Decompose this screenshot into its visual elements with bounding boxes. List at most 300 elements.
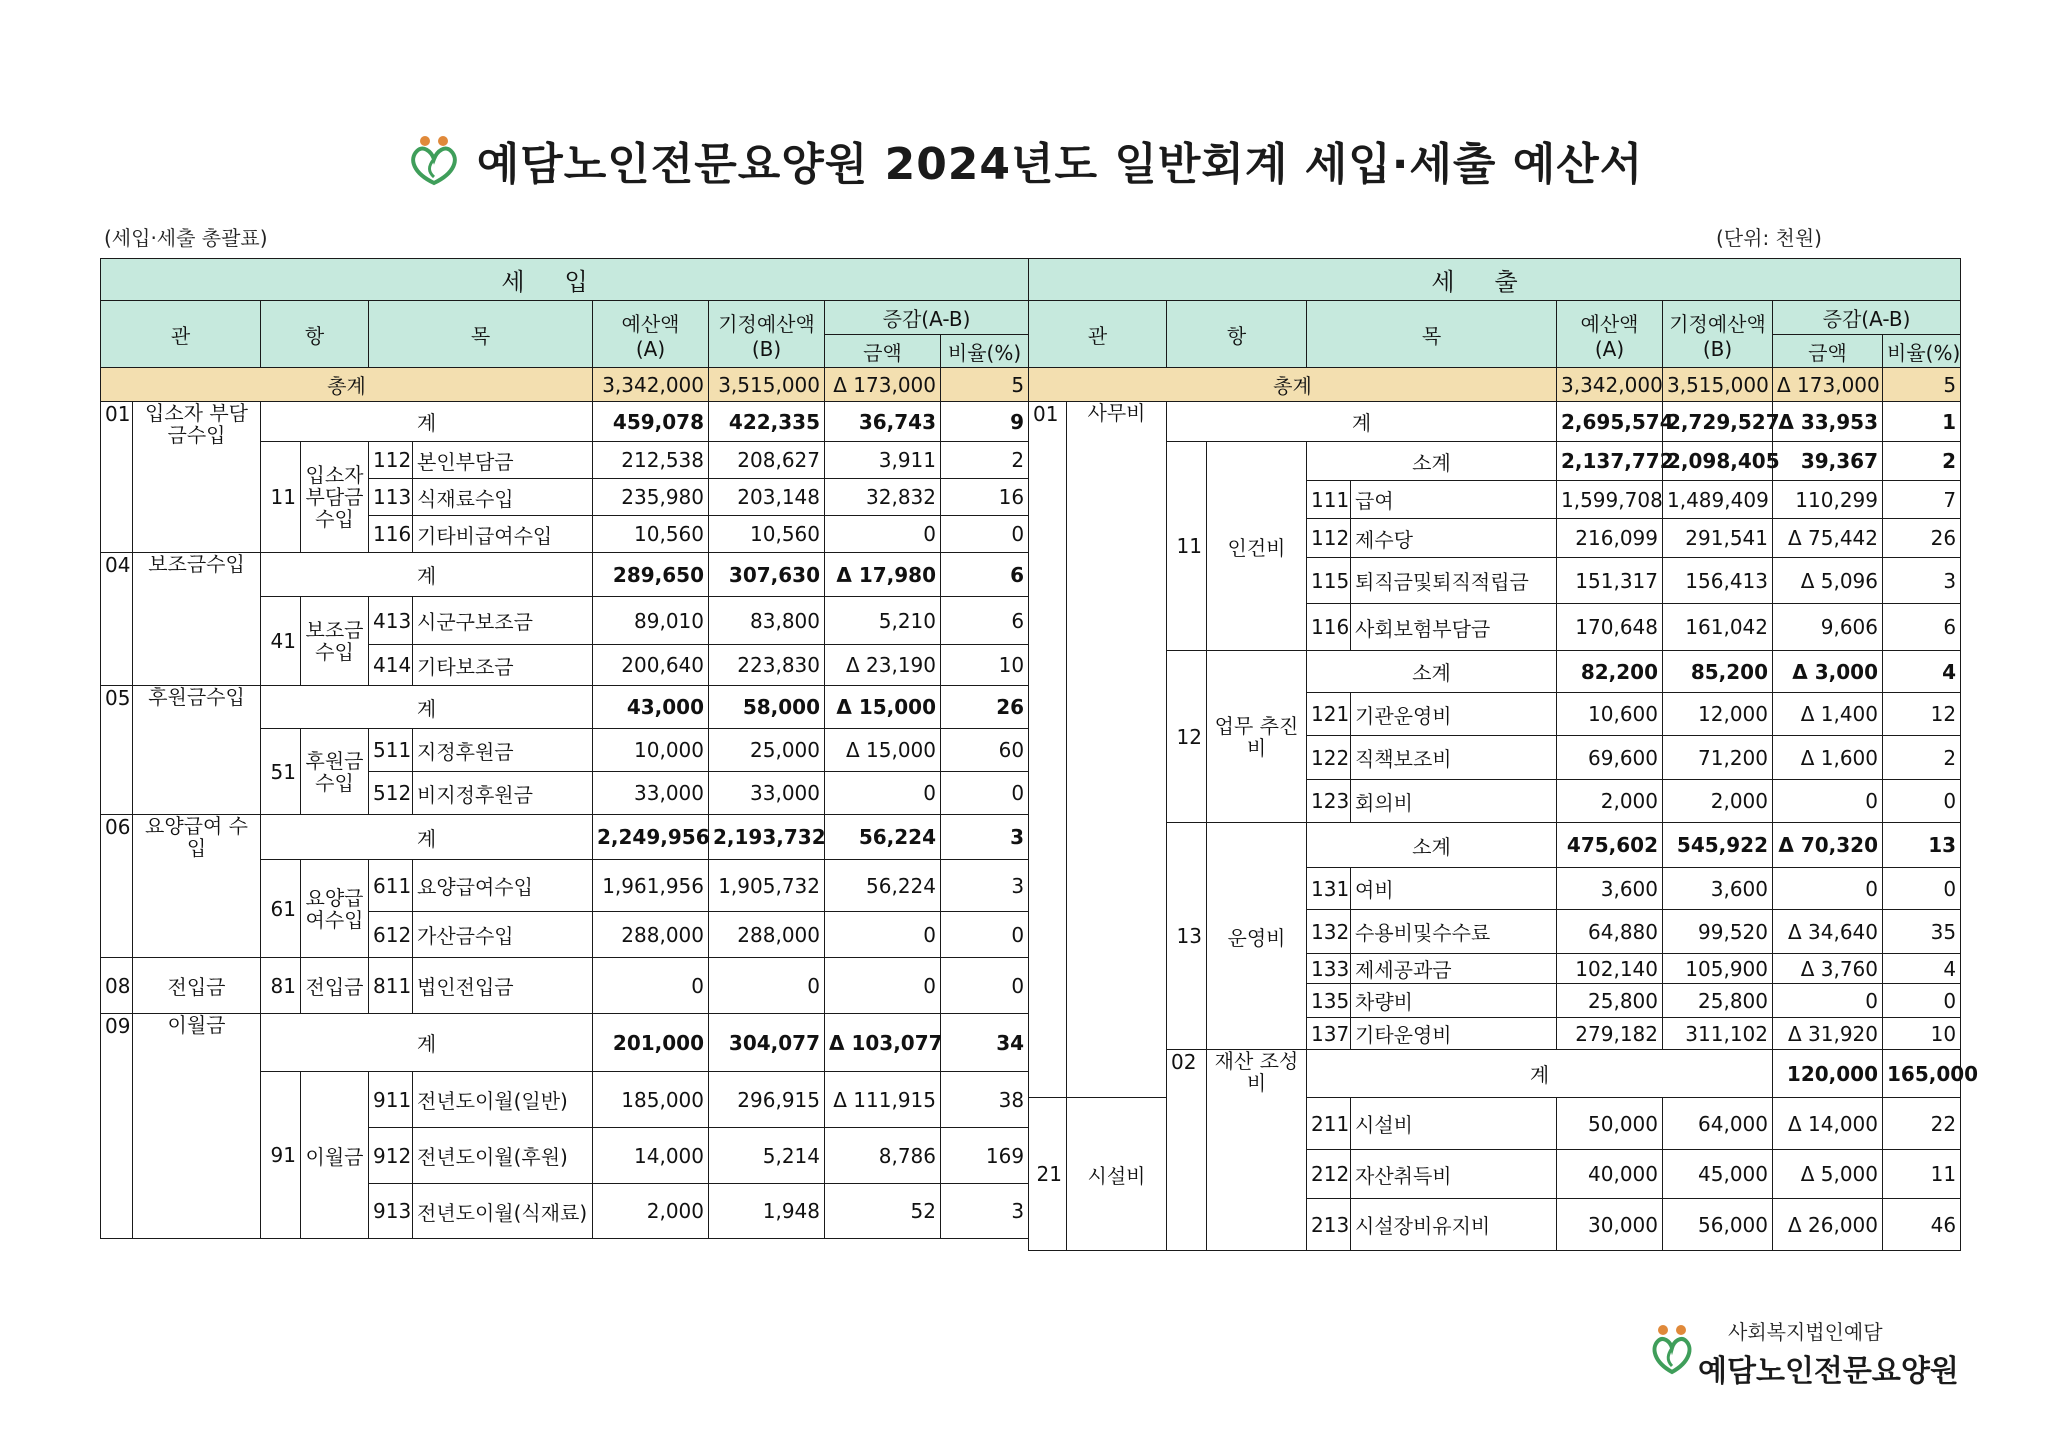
sum-ratio: 26 <box>941 686 1029 729</box>
gwan-name: 사무비 <box>1067 402 1167 1098</box>
mok-amount: 0 <box>825 912 941 958</box>
expense-total-amount: Δ 173,000 <box>1773 368 1883 402</box>
income-col-budget <box>593 301 709 368</box>
mok-prior: 156,413 <box>1663 558 1773 604</box>
title-area <box>0 128 2048 193</box>
mok-name: 제수당 <box>1351 519 1557 558</box>
mok-ratio: 0 <box>941 772 1029 815</box>
sum-budget: 459,078 <box>593 402 709 442</box>
mok-name: 전년도이월(후원) <box>413 1128 593 1184</box>
mok-prior: 12,000 <box>1663 693 1773 736</box>
mok-budget: 89,010 <box>593 597 709 645</box>
mok-name: 시군구보조금 <box>413 597 593 645</box>
gwan-name: 후원금수입 <box>133 686 261 815</box>
mok-code: 113 <box>369 479 413 516</box>
mok-code: 611 <box>369 860 413 912</box>
expense-col-mok: 목 <box>1307 301 1557 368</box>
mok-amount: 0 <box>825 516 941 553</box>
table-row <box>101 553 1029 597</box>
subtotal-amount: 39,367 <box>1773 442 1883 481</box>
mok-prior: 296,915 <box>709 1072 825 1128</box>
sum-prior: 422,335 <box>709 402 825 442</box>
subtotal-ratio: 4 <box>1883 651 1961 693</box>
expense-section-row <box>1029 259 1961 301</box>
mok-name: 기타보조금 <box>413 645 593 686</box>
mok-code: 135 <box>1307 984 1351 1018</box>
mok-amount: 8,786 <box>825 1128 941 1184</box>
mok-budget: 2,000 <box>593 1184 709 1239</box>
subtotal-amount: Δ 70,320 <box>1773 823 1883 868</box>
mok-amount: Δ 5,000 <box>1773 1150 1883 1199</box>
mok-code: 121 <box>1307 693 1351 736</box>
mok-prior: 5,214 <box>709 1128 825 1184</box>
sum-ratio: 3 <box>941 815 1029 860</box>
mok-ratio: 10 <box>941 645 1029 686</box>
sum-label: 계 <box>261 686 593 729</box>
mok-prior: 99,520 <box>1663 910 1773 954</box>
mok-code: 116 <box>1307 604 1351 651</box>
mok-ratio: 3 <box>941 860 1029 912</box>
hang-name: 운영비 <box>1207 823 1307 1050</box>
mok-budget: 30,000 <box>1557 1199 1663 1251</box>
hang-code: 91 <box>261 1072 301 1239</box>
hang-name: 후원금 수입 <box>301 729 369 815</box>
mok-budget: 1,599,708 <box>1557 481 1663 519</box>
mok-prior: 291,541 <box>1663 519 1773 558</box>
mok-amount: 3,911 <box>825 442 941 479</box>
expense-section-label: 세출 <box>1029 259 1961 301</box>
sum-prior: 307,630 <box>709 553 825 597</box>
mok-amount: Δ 1,400 <box>1773 693 1883 736</box>
expense-col-prior-label: 기정예산액 <box>1669 311 1766 336</box>
sum-prior: 2,193,732 <box>709 815 825 860</box>
mok-name: 시설비 <box>1351 1098 1557 1150</box>
hang-code: 21 <box>1029 1098 1067 1251</box>
mok-amount: Δ 23,190 <box>825 645 941 686</box>
mok-ratio: 0 <box>941 958 1029 1014</box>
sum-budget: 120,000 <box>1773 1050 1883 1098</box>
hang-code: 41 <box>261 597 301 686</box>
table-row <box>1029 1050 1961 1098</box>
hang-name: 입소자 부담금 수입 <box>301 442 369 553</box>
mok-name: 직책보조비 <box>1351 736 1557 780</box>
mok-ratio: 4 <box>1883 954 1961 984</box>
mok-code: 212 <box>1307 1150 1351 1199</box>
mok-ratio: 7 <box>1883 481 1961 519</box>
sum-ratio: 1 <box>1883 402 1961 442</box>
mok-prior: 2,000 <box>1663 780 1773 823</box>
mok-name: 퇴직금및퇴직적립금 <box>1351 558 1557 604</box>
mok-prior: 25,800 <box>1663 984 1773 1018</box>
care-home-logo-icon <box>405 131 463 189</box>
mok-prior: 25,000 <box>709 729 825 772</box>
expense-total-row <box>1029 368 1961 402</box>
mok-name: 회의비 <box>1351 780 1557 823</box>
mok-prior: 0 <box>709 958 825 1014</box>
expense-total-prior: 3,515,000 <box>1663 368 1773 402</box>
gwan-code: 09 <box>101 1014 133 1239</box>
gwan-code: 05 <box>101 686 133 815</box>
sum-ratio: 6 <box>941 553 1029 597</box>
gwan-code: 08 <box>101 958 133 1014</box>
expense-col-gwan: 관 <box>1029 301 1167 368</box>
mok-amount: Δ 3,760 <box>1773 954 1883 984</box>
mok-budget: 279,182 <box>1557 1018 1663 1050</box>
mok-code: 115 <box>1307 558 1351 604</box>
mok-name: 시설장비유지비 <box>1351 1199 1557 1251</box>
subtotal-prior: 85,200 <box>1663 651 1773 693</box>
income-col-mok: 목 <box>369 301 593 368</box>
table-row <box>1029 402 1961 442</box>
mok-name: 요양급여수입 <box>413 860 593 912</box>
income-section-row <box>101 259 1029 301</box>
mok-budget: 235,980 <box>593 479 709 516</box>
mok-ratio: 22 <box>1883 1098 1961 1150</box>
mok-prior: 1,905,732 <box>709 860 825 912</box>
gwan-code: 04 <box>101 553 133 686</box>
hang-code: 51 <box>261 729 301 815</box>
mok-code: 112 <box>369 442 413 479</box>
mok-code: 912 <box>369 1128 413 1184</box>
sum-amount: Δ 103,077 <box>825 1014 941 1072</box>
mok-prior: 208,627 <box>709 442 825 479</box>
mok-code: 511 <box>369 729 413 772</box>
income-col-hang: 항 <box>261 301 369 368</box>
mok-budget: 0 <box>593 958 709 1014</box>
mok-code: 131 <box>1307 868 1351 910</box>
sum-label: 계 <box>1167 402 1557 442</box>
table-row <box>101 958 1029 1014</box>
mok-budget: 25,800 <box>1557 984 1663 1018</box>
mok-code: 913 <box>369 1184 413 1239</box>
mok-ratio: 6 <box>941 597 1029 645</box>
income-col-budget-sub: (A) <box>635 336 666 361</box>
mok-amount: Δ 5,096 <box>1773 558 1883 604</box>
mok-prior: 105,900 <box>1663 954 1773 984</box>
subtotal-prior: 2,098,405 <box>1663 442 1773 481</box>
mok-budget: 3,600 <box>1557 868 1663 910</box>
mok-ratio: 38 <box>941 1072 1029 1128</box>
mok-code: 123 <box>1307 780 1351 823</box>
subtotal-label: 소계 <box>1307 651 1557 693</box>
mok-code: 413 <box>369 597 413 645</box>
mok-name: 전년도이월(식재료) <box>413 1184 593 1239</box>
mok-budget: 288,000 <box>593 912 709 958</box>
expense-col-diff: 증감(A-B) <box>1773 301 1961 335</box>
income-total-prior: 3,515,000 <box>709 368 825 402</box>
mok-amount: Δ 15,000 <box>825 729 941 772</box>
income-col-prior-sub: (B) <box>751 336 782 361</box>
mok-code: 211 <box>1307 1098 1351 1150</box>
expense-col-budget-label: 예산액 <box>1580 311 1639 336</box>
mok-amount: Δ 26,000 <box>1773 1199 1883 1251</box>
mok-prior: 311,102 <box>1663 1018 1773 1050</box>
subtotal-amount: Δ 3,000 <box>1773 651 1883 693</box>
mok-code: 132 <box>1307 910 1351 954</box>
mok-budget: 216,099 <box>1557 519 1663 558</box>
mok-amount: Δ 14,000 <box>1773 1098 1883 1150</box>
mok-amount: Δ 111,915 <box>825 1072 941 1128</box>
mok-amount: 0 <box>825 772 941 815</box>
subtotal-label: 소계 <box>1307 823 1557 868</box>
sum-label: 계 <box>261 553 593 597</box>
subtotal-prior: 545,922 <box>1663 823 1773 868</box>
table-row <box>101 686 1029 729</box>
table-row <box>1029 442 1961 481</box>
mok-ratio: 0 <box>1883 780 1961 823</box>
mok-name: 급여 <box>1351 481 1557 519</box>
footer-foundation-name: 사회복지법인예담 <box>1728 1320 1883 1344</box>
sum-amount: 56,224 <box>825 815 941 860</box>
mok-ratio: 11 <box>1883 1150 1961 1199</box>
mok-amount: 9,606 <box>1773 604 1883 651</box>
mok-amount: Δ 31,920 <box>1773 1018 1883 1050</box>
gwan-name: 재산 조성비 <box>1207 1050 1307 1251</box>
sum-label: 계 <box>1307 1050 1773 1098</box>
expense-col-budget <box>1557 301 1663 368</box>
mok-amount: 52 <box>825 1184 941 1239</box>
mok-code: 122 <box>1307 736 1351 780</box>
summary-label: (세입·세출 총괄표) <box>104 226 268 250</box>
footer-logo-icon <box>1648 1322 1696 1376</box>
mok-budget: 151,317 <box>1557 558 1663 604</box>
subtotal-label: 소계 <box>1307 442 1557 481</box>
expense-col-hang: 항 <box>1167 301 1307 368</box>
table-row <box>101 1014 1029 1072</box>
hang-name: 업무 추진비 <box>1207 651 1307 823</box>
mok-amount: 32,832 <box>825 479 941 516</box>
hang-name: 요양급 여수입 <box>301 860 369 958</box>
income-col-ratio: 비율(%) <box>941 335 1029 368</box>
income-section-label: 세입 <box>101 259 1029 301</box>
sum-budget: 289,650 <box>593 553 709 597</box>
subtotal-ratio: 2 <box>1883 442 1961 481</box>
mok-prior: 83,800 <box>709 597 825 645</box>
mok-budget: 10,560 <box>593 516 709 553</box>
hang-code: 81 <box>261 958 301 1014</box>
mok-budget: 2,000 <box>1557 780 1663 823</box>
sum-amount: Δ 17,980 <box>825 553 941 597</box>
mok-budget: 64,880 <box>1557 910 1663 954</box>
mok-prior: 288,000 <box>709 912 825 958</box>
mok-prior: 56,000 <box>1663 1199 1773 1251</box>
subtotal-budget: 475,602 <box>1557 823 1663 868</box>
mok-budget: 40,000 <box>1557 1150 1663 1199</box>
table-row <box>1029 823 1961 868</box>
expense-col-prior-sub: (B) <box>1702 336 1733 361</box>
mok-amount: 0 <box>1773 984 1883 1018</box>
mok-name: 제세공과금 <box>1351 954 1557 984</box>
mok-code: 414 <box>369 645 413 686</box>
mok-budget: 14,000 <box>593 1128 709 1184</box>
mok-ratio: 0 <box>941 912 1029 958</box>
mok-prior: 203,148 <box>709 479 825 516</box>
table-row <box>1029 651 1961 693</box>
mok-name: 기타운영비 <box>1351 1018 1557 1050</box>
mok-code: 112 <box>1307 519 1351 558</box>
gwan-name: 전입금 <box>133 958 261 1014</box>
income-col-gwan: 관 <box>101 301 261 368</box>
mok-ratio: 0 <box>941 516 1029 553</box>
mok-code: 111 <box>1307 481 1351 519</box>
gwan-name: 요양급여 수입 <box>133 815 261 958</box>
hang-code: 13 <box>1167 823 1207 1050</box>
footer-org-name: 예담노인전문요양원 <box>1698 1354 1959 1389</box>
expense-col-amount: 금액 <box>1773 335 1883 368</box>
mok-code: 512 <box>369 772 413 815</box>
expense-total-ratio: 5 <box>1883 368 1961 402</box>
mok-name: 식재료수입 <box>413 479 593 516</box>
sum-prior: 165,000 <box>1883 1050 1961 1098</box>
income-total-ratio: 5 <box>941 368 1029 402</box>
mok-code: 612 <box>369 912 413 958</box>
gwan-code: 02 <box>1167 1050 1207 1251</box>
mok-name: 가산금수입 <box>413 912 593 958</box>
sum-amount: Δ 33,953 <box>1773 402 1883 442</box>
mok-amount: 5,210 <box>825 597 941 645</box>
sum-ratio: 34 <box>941 1014 1029 1072</box>
mok-prior: 71,200 <box>1663 736 1773 780</box>
mok-amount: 110,299 <box>1773 481 1883 519</box>
income-col-diff: 증감(A-B) <box>825 301 1029 335</box>
expense-col-prior <box>1663 301 1773 368</box>
mok-ratio: 2 <box>941 442 1029 479</box>
income-table <box>100 258 1029 1239</box>
sum-prior: 58,000 <box>709 686 825 729</box>
mok-code: 116 <box>369 516 413 553</box>
mok-prior: 223,830 <box>709 645 825 686</box>
mok-prior: 33,000 <box>709 772 825 815</box>
mok-amount: 0 <box>1773 868 1883 910</box>
hang-name: 이월금 <box>301 1072 369 1239</box>
mok-budget: 212,538 <box>593 442 709 479</box>
mok-code: 137 <box>1307 1018 1351 1050</box>
mok-prior: 1,489,409 <box>1663 481 1773 519</box>
income-col-prior <box>709 301 825 368</box>
sum-amount: 36,743 <box>825 402 941 442</box>
mok-prior: 161,042 <box>1663 604 1773 651</box>
mok-name: 기타비급여수입 <box>413 516 593 553</box>
expense-header-row-1 <box>1029 301 1961 335</box>
mok-name: 기관운영비 <box>1351 693 1557 736</box>
income-total-label: 총계 <box>101 368 593 402</box>
income-total-row <box>101 368 1029 402</box>
hang-code: 11 <box>1167 442 1207 651</box>
hang-name: 시설비 <box>1067 1098 1167 1251</box>
hang-name: 보조금 수입 <box>301 597 369 686</box>
mok-amount: Δ 34,640 <box>1773 910 1883 954</box>
unit-label: (단위: 천원) <box>1716 226 1822 250</box>
gwan-code: 06 <box>101 815 133 958</box>
gwan-name: 보조금수입 <box>133 553 261 686</box>
hang-code: 12 <box>1167 651 1207 823</box>
gwan-code: 01 <box>101 402 133 553</box>
sum-prior: 304,077 <box>709 1014 825 1072</box>
mok-amount: 0 <box>1773 780 1883 823</box>
mok-budget: 200,640 <box>593 645 709 686</box>
page-title: 예담노인전문요양원 2024년도 일반회계 세입·세출 예산서 <box>476 139 1644 190</box>
mok-ratio: 169 <box>941 1128 1029 1184</box>
subtotal-ratio: 13 <box>1883 823 1961 868</box>
gwan-name: 이월금 <box>133 1014 261 1239</box>
mok-ratio: 3 <box>941 1184 1029 1239</box>
mok-budget: 10,000 <box>593 729 709 772</box>
mok-name: 본인부담금 <box>413 442 593 479</box>
mok-code: 811 <box>369 958 413 1014</box>
sum-label: 계 <box>261 402 593 442</box>
mok-name: 사회보험부담금 <box>1351 604 1557 651</box>
expense-col-ratio: 비율(%) <box>1883 335 1961 368</box>
hang-code: 61 <box>261 860 301 958</box>
gwan-code: 01 <box>1029 402 1067 1098</box>
mok-amount: 56,224 <box>825 860 941 912</box>
mok-ratio: 0 <box>1883 984 1961 1018</box>
mok-code: 133 <box>1307 954 1351 984</box>
page-title-block <box>405 128 1644 192</box>
hang-name: 전입금 <box>301 958 369 1014</box>
mok-budget: 50,000 <box>1557 1098 1663 1150</box>
mok-code: 911 <box>369 1072 413 1128</box>
hang-code: 11 <box>261 442 301 553</box>
sum-amount: Δ 15,000 <box>825 686 941 729</box>
mok-ratio: 60 <box>941 729 1029 772</box>
sum-budget: 2,695,574 <box>1557 402 1663 442</box>
mok-prior: 1,948 <box>709 1184 825 1239</box>
mok-ratio: 3 <box>1883 558 1961 604</box>
expense-col-budget-sub: (A) <box>1594 336 1625 361</box>
income-total-budget: 3,342,000 <box>593 368 709 402</box>
income-col-amount: 금액 <box>825 335 941 368</box>
income-col-prior-label: 기정예산액 <box>718 311 815 336</box>
expense-total-budget: 3,342,000 <box>1557 368 1663 402</box>
mok-budget: 10,600 <box>1557 693 1663 736</box>
mok-prior: 10,560 <box>709 516 825 553</box>
sum-label: 계 <box>261 1014 593 1072</box>
hang-name: 인건비 <box>1207 442 1307 651</box>
mok-name: 법인전입금 <box>413 958 593 1014</box>
mok-ratio: 12 <box>1883 693 1961 736</box>
mok-ratio: 6 <box>1883 604 1961 651</box>
sum-ratio: 9 <box>941 402 1029 442</box>
table-row <box>101 402 1029 442</box>
mok-amount: 0 <box>825 958 941 1014</box>
income-col-budget-label: 예산액 <box>621 311 680 336</box>
sum-budget: 43,000 <box>593 686 709 729</box>
mok-name: 전년도이월(일반) <box>413 1072 593 1128</box>
mok-budget: 69,600 <box>1557 736 1663 780</box>
expense-table <box>1028 258 1979 1251</box>
subtotal-budget: 2,137,772 <box>1557 442 1663 481</box>
mok-code: 213 <box>1307 1199 1351 1251</box>
mok-name: 여비 <box>1351 868 1557 910</box>
table-row <box>101 815 1029 860</box>
mok-prior: 45,000 <box>1663 1150 1773 1199</box>
mok-ratio: 16 <box>941 479 1029 516</box>
mok-amount: Δ 1,600 <box>1773 736 1883 780</box>
mok-ratio: 46 <box>1883 1199 1961 1251</box>
mok-ratio: 10 <box>1883 1018 1961 1050</box>
mok-name: 수용비및수수료 <box>1351 910 1557 954</box>
gwan-name: 입소자 부담금수입 <box>133 402 261 553</box>
mok-name: 비지정후원금 <box>413 772 593 815</box>
mok-ratio: 26 <box>1883 519 1961 558</box>
mok-name: 차량비 <box>1351 984 1557 1018</box>
mok-amount: Δ 75,442 <box>1773 519 1883 558</box>
mok-name: 지정후원금 <box>413 729 593 772</box>
subtotal-budget: 82,200 <box>1557 651 1663 693</box>
mok-ratio: 35 <box>1883 910 1961 954</box>
sum-label: 계 <box>261 815 593 860</box>
